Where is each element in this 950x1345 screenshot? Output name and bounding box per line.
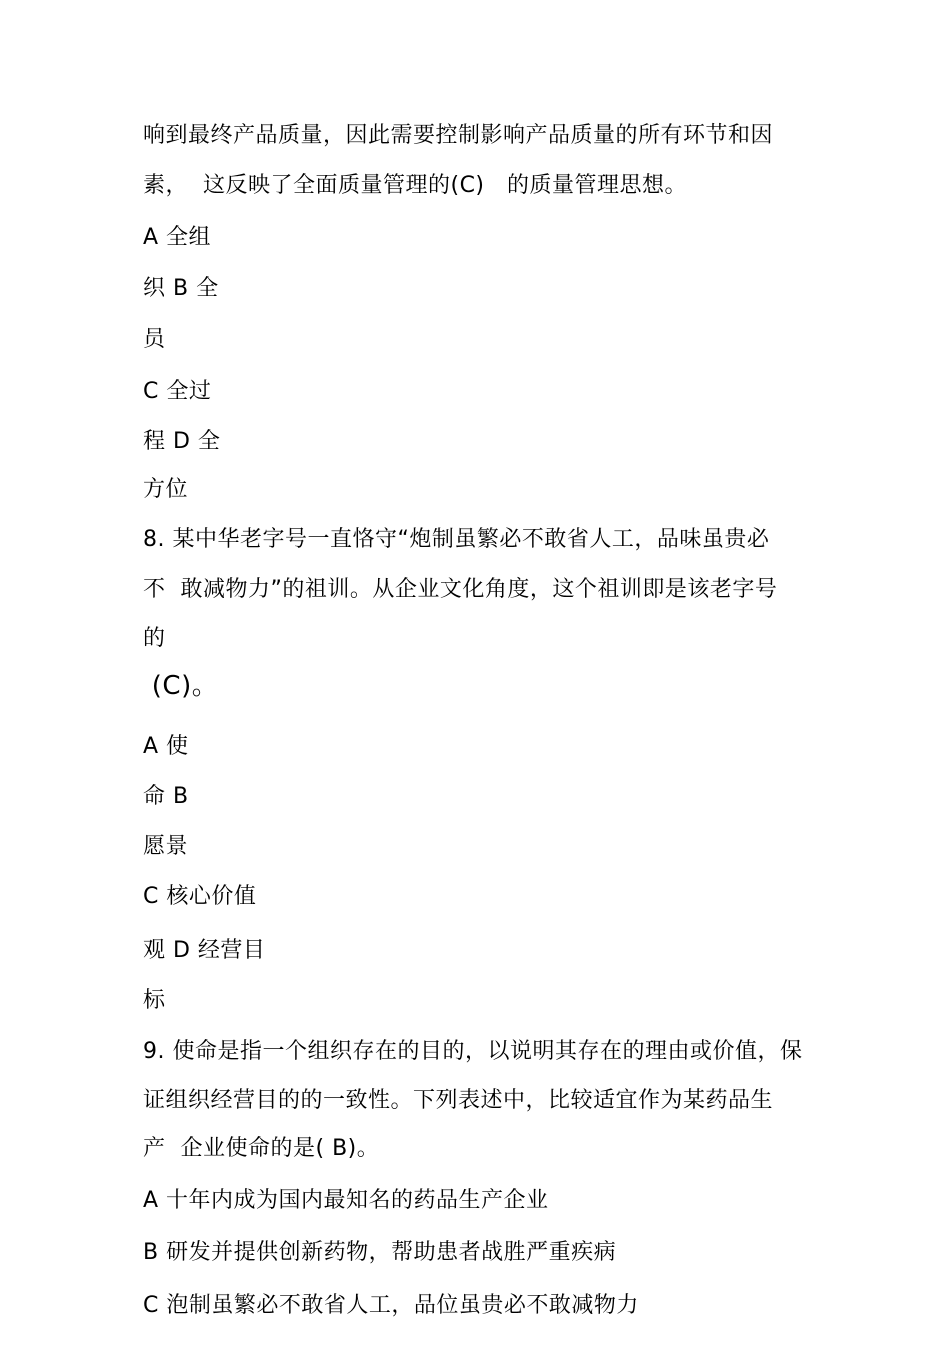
q7-text-line-1: 响到最终产品质量，因此需要控制影响产品质量的所有环节和因 bbox=[143, 123, 774, 148]
q8-option-line-3: 愿景 bbox=[143, 834, 189, 859]
q8-answer-line: (C)。 bbox=[143, 671, 219, 701]
q9-text-line-3: 产 企业使命的是( B)。 bbox=[143, 1136, 380, 1161]
q9-option-b: B 研发并提供创新药物，帮助患者战胜严重疾病 bbox=[143, 1240, 617, 1265]
q8-option-line-4: C 核心价值 bbox=[143, 884, 257, 909]
q7-option-line-2: 织 B 全 bbox=[143, 276, 219, 301]
q8-option-line-2: 命 B bbox=[143, 784, 189, 809]
q7-option-line-4: C 全过 bbox=[143, 379, 212, 404]
q7-option-line-5: 程 D 全 bbox=[143, 429, 221, 454]
q9-text-line-2: 证组织经营目的的一致性。下列表述中，比较适宜作为某药品生 bbox=[143, 1088, 774, 1113]
q8-text-line-3: 的 bbox=[143, 626, 166, 651]
q7-text-line-2: 素， 这反映了全面质量管理的(C) 的质量管理思想。 bbox=[143, 173, 687, 198]
q7-option-line-6: 方位 bbox=[143, 477, 189, 502]
q8-option-line-1: A 使 bbox=[143, 734, 189, 759]
q9-option-a: A 十年内成为国内最知名的药品生产企业 bbox=[143, 1188, 549, 1213]
q8-option-line-6: 标 bbox=[143, 988, 166, 1013]
q7-option-line-3: 员 bbox=[143, 327, 166, 352]
q8-text-line-1: 8. 某中华老字号一直恪守“炮制虽繁必不敢省人工，品味虽贵必 bbox=[143, 527, 770, 552]
q8-text-line-2: 不 敢减物力”的祖训。从企业文化角度，这个祖训即是该老字号 bbox=[143, 577, 778, 602]
q7-option-line-1: A 全组 bbox=[143, 225, 212, 250]
q9-option-c: C 泡制虽繁必不敢省人工，品位虽贵必不敢减物力 bbox=[143, 1293, 639, 1318]
q9-text-line-1: 9. 使命是指一个组织存在的目的，以说明其存在的理由或价值，保 bbox=[143, 1039, 803, 1064]
q8-option-line-5: 观 D 经营目 bbox=[143, 938, 266, 963]
